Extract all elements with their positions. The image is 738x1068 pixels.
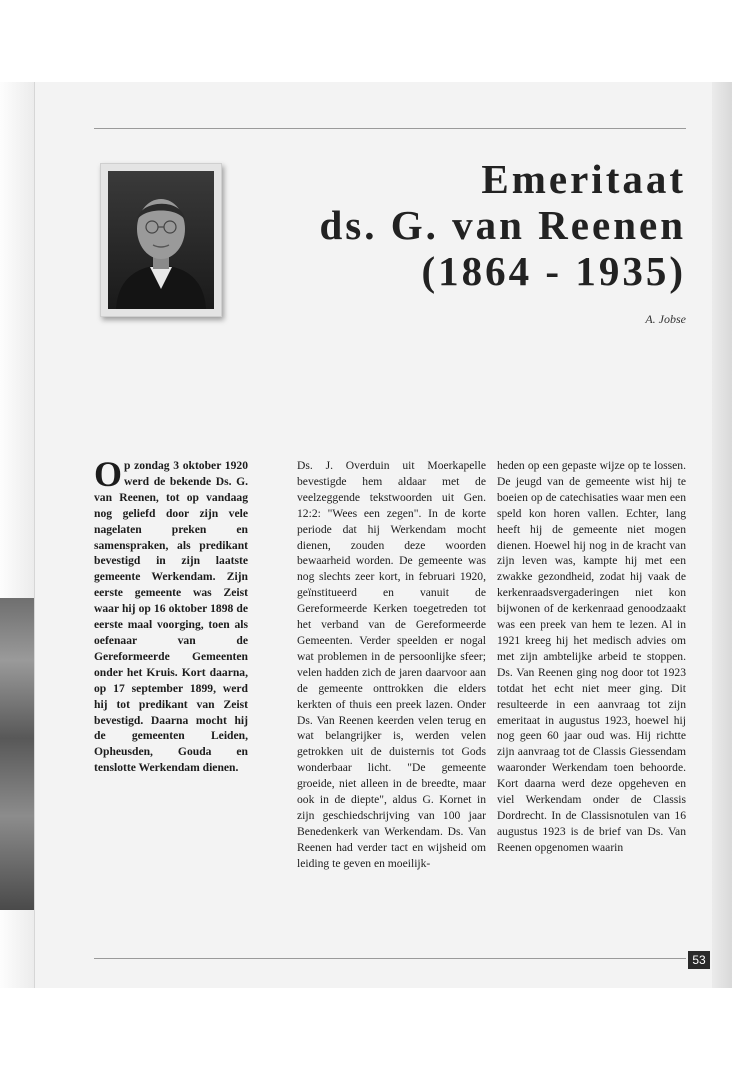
drop-cap: O <box>94 454 123 494</box>
intro-text: p zondag 3 oktober 1920 werd de bekende Ds. G. van Reenen, tot op vandaag nog geliefd door zijn vele nagelaten preken en samenspraken, als predikant bevestigd in zijn laatste gemeente Werkendam. Zijn eerste gemeente was Zeist waar hij op 16 oktober 1898 de eerste maal voorging, toen als oefenaar van de Gereformeerde Gemeenten onder het Kruis. Kort daarna, op 17 september 1899, werd hij tot predikant van Zeist bevestigd. Daarna mocht hij de gemeenten Leiden, Opheusden, Gouda en tenslotte Werkendam dienen. <box>94 459 248 775</box>
article-title <box>266 156 686 294</box>
top-rule <box>94 128 686 129</box>
title-line-1: Emeritaat <box>481 156 686 202</box>
title-line-3: (1864 - 1935) <box>421 248 686 294</box>
body-column-2: Ds. J. Overduin uit Moerkapelle bevestigde hem aldaar met de veelzeggende tekstwoorden uit Gen. 12:2: "Wees een zegen". In de korte periode dat hij Werkendam mocht dienen, zouden deze woorden bewaarheid worden. De gemeente was nog slechts zeer kort, in februari 1920, geïnstitueerd en vanuit de Gereformeerde Kerken toegetreden tot het verband van de Gereformeerde Gemeenten. Verder speelden er nogal wat problemen in de persoonlijke sfeer; velen hadden zich de jaren daarvoor aan de gemeente onttrokken die elders kerkten of thuis een preek lazen. Onder Ds. Van Reenen keerden velen terug en wat belangrijker is, werden velen getrokken uit de duisternis tot Gods wonderbaar licht. "De gemeente groeide, niet alleen in de breedte, maar ook in de diepte", aldus G. Kornet in zijn geschiedschrijving van 100 jaar Benedenkerk van Werkendam. Ds. Van Reenen had verder tact en wijsheid om leiding te geven en moeilijk- <box>297 459 486 870</box>
body-column-3: heden op een gepaste wijze op te lossen. De jeugd van de gemeente wist hij te boeien op de catechisaties waar men een speld kon horen vallen. Echter, lang heeft hij de gemeente niet mogen dienen. Hoewel hij nog in de kracht van zijn leven was, kampte hij met een zwakke gezondheid, zodat hij vaak de kerkenraadsvergaderingen niet kon bijwonen of de kerkenraad genoodzaakt was een preek van hem te lezen. Al in 1921 kreeg hij het medisch advies om met zijn ambtelijke arbeid te stoppen. Ds. Van Reenen ging nog door tot 1923 totdat het echt niet meer ging. Dit resulteerde in een aanvraag tot zijn emeritaat in augustus 1923, hoewel hij nog geen 60 jaar oud was. Hij richtte zijn aanvraag tot de Classis Giessendam waaronder Werkendam toen behoorde. Kort daarna werd deze opgeheven en viel Werkendam onder de Classis Dordrecht. In de Classisnotulen van 16 augustus 1923 is de brief van Ds. Van Reenen opgenomen waarin <box>497 459 686 854</box>
page-number: 53 <box>688 951 710 969</box>
author-byline: A. Jobse <box>645 312 686 326</box>
portrait-image <box>108 171 214 309</box>
title-line-2: ds. G. van Reenen <box>319 202 686 248</box>
intro-paragraph <box>94 454 248 776</box>
page-right-edge <box>712 82 732 988</box>
bottom-rule <box>94 958 686 959</box>
adjacent-page-photo-strip <box>0 598 34 910</box>
portrait-photo <box>100 163 222 317</box>
